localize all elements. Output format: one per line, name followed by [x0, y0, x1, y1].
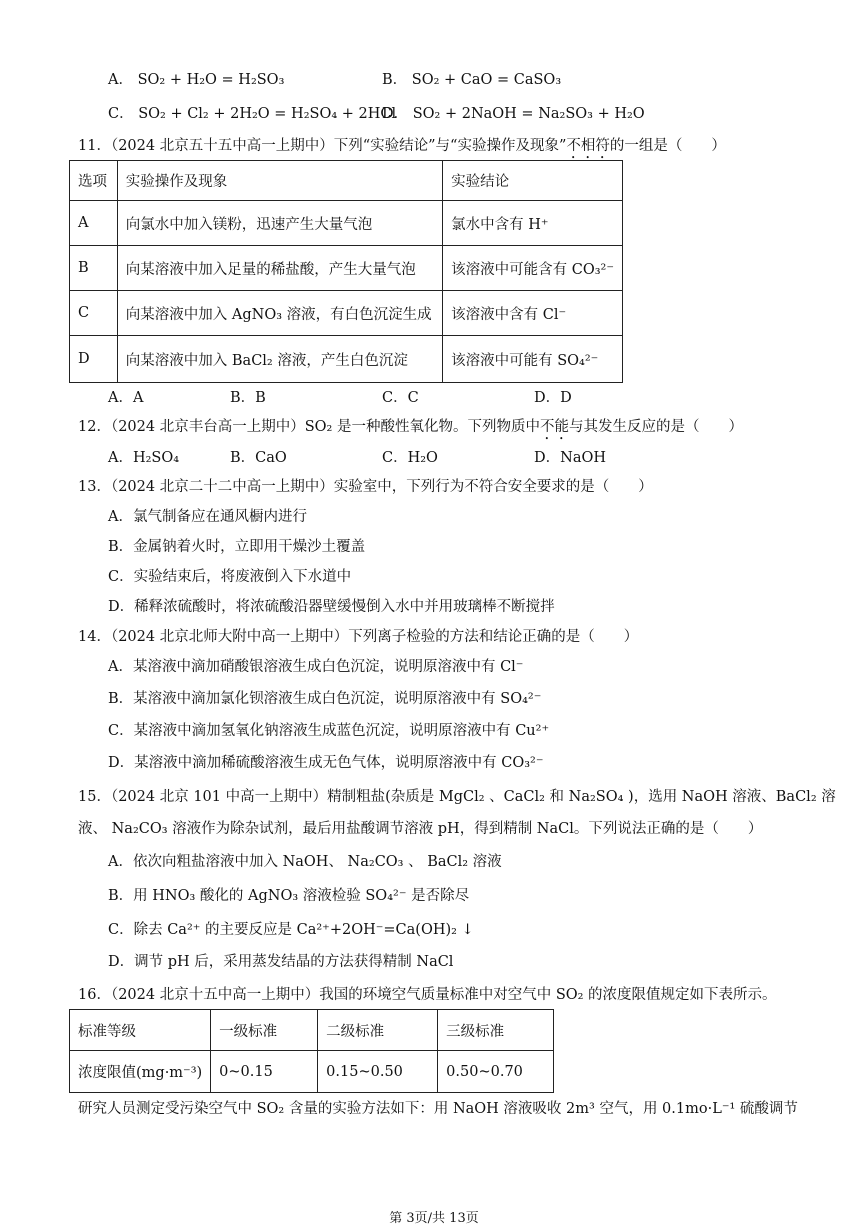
q12-stem-a: 12．（2024 北京丰台高一上期中）SO₂ 是一种酸性氧化物。下列物质中: [78, 419, 540, 435]
q11-row-d-operation: 向某溶液中加入 BaCl₂ 溶液，产生白色沉淀: [117, 336, 442, 383]
q11-stem: [78, 134, 726, 162]
q13-option-a: A．氯气制备应在通风橱内进行: [108, 509, 307, 525]
q16-table: [69, 1009, 554, 1093]
q15-stem-line1: 15．（2024 北京 101 中高一上期中）精制粗盐(杂质是 MgCl₂ 、CaCl₂ 和 Na₂SO₄ )，选用 NaOH 溶液、BaCl₂ 溶: [78, 789, 836, 805]
q11-table: [69, 160, 623, 383]
q11-row-c-conclusion: 该溶液中含有 Cl⁻: [443, 291, 623, 336]
table-row: [70, 246, 623, 291]
page-footer: 第 3页/共 13页: [389, 1211, 479, 1226]
q11-row-c-operation: 向某溶液中加入 AgNO₃ 溶液，有白色沉淀生成: [117, 291, 442, 336]
q13-stem: 13．（2024 北京二十二中高一上期中）实验室中，下列行为不符合安全要求的是（ ）: [78, 479, 653, 495]
q11-row-b-operation: 向某溶液中加入足量的稀盐酸，产生大量气泡: [117, 246, 442, 291]
q11-option-b: B．B: [230, 390, 266, 406]
table-row: [70, 1051, 554, 1093]
q14-option-b: B．某溶液中滴加氯化钡溶液生成白色沉淀，说明原溶液中有 SO₄²⁻: [108, 691, 542, 707]
q12-stem: [78, 415, 743, 443]
q12-option-d: D．NaOH: [534, 450, 606, 466]
q13-option-b: B．金属钠着火时，立即用干燥沙土覆盖: [108, 539, 366, 555]
q16-row-grade3: 0.50~0.70: [438, 1051, 554, 1093]
q16-stem: 16．（2024 北京十五中高一上期中）我国的环境空气质量标准中对空气中 SO₂ 的浓度限值规定如下表所示。: [78, 987, 777, 1003]
q16-header-grade1: 一级标准: [211, 1010, 318, 1051]
q11-row-c-label: C: [70, 291, 118, 336]
q11-table-header-row: [70, 161, 623, 201]
q16-header-grade2: 二级标准: [318, 1010, 438, 1051]
q14-option-d: D．某溶液中滴加稀硫酸溶液生成无色气体，说明原溶液中有 CO₃²⁻: [108, 755, 544, 771]
q12-option-a: A．H₂SO₄: [108, 450, 180, 466]
q13-option-d: D．稀释浓硫酸时，将浓硫酸沿器壁缓慢倒入水中并用玻璃棒不断搅拌: [108, 599, 555, 615]
q11-row-a-operation: 向氯水中加入镁粉，迅速产生大量气泡: [117, 201, 442, 246]
q11-stem-a: 11．（2024 北京五十五中高一上期中）下列“实验结论”与“实验操作及现象”: [78, 138, 567, 154]
table-row: [70, 291, 623, 336]
q11-row-a-label: A: [70, 201, 118, 246]
q15-option-a: A．依次向粗盐溶液中加入 NaOH、 Na₂CO₃ 、 BaCl₂ 溶液: [108, 854, 502, 870]
q16-header-level: 标准等级: [70, 1010, 211, 1051]
q11-row-b-conclusion: 该溶液中可能含有 CO₃²⁻: [443, 246, 623, 291]
q11-option-c: C．C: [382, 390, 419, 406]
q15-stem-line2: 液、 Na₂CO₃ 溶液作为除杂试剂，最后用盐酸调节溶液 pH，得到精制 NaCl。下列说法正确的是（ ）: [78, 821, 763, 837]
q11-row-a-conclusion: 氯水中含有 H⁺: [443, 201, 623, 246]
q11-header-conclusion: 实验结论: [443, 161, 623, 201]
q12-option-c: C．H₂O: [382, 450, 438, 466]
q15-option-d: D．调节 pH 后，采用蒸发结晶的方法获得精制 NaCl: [108, 954, 454, 970]
q11-header-option: 选项: [70, 161, 118, 201]
q15-option-c: C．除去 Ca²⁺ 的主要反应是 Ca²⁺+2OH⁻=Ca(OH)₂ ↓: [108, 922, 474, 938]
q12-stem-b: 与其发生反应的是（ ）: [568, 419, 743, 435]
q14-option-c: C．某溶液中滴加氢氧化钠溶液生成蓝色沉淀，说明原溶液中有 Cu²⁺: [108, 723, 550, 739]
q11-stem-emphasis: 不相符: [566, 138, 610, 154]
q11-row-d-label: D: [70, 336, 118, 383]
q11-row-d-conclusion: 该溶液中可能有 SO₄²⁻: [443, 336, 623, 383]
q11-row-b-label: B: [70, 246, 118, 291]
q11-stem-b: 的一组是（ ）: [609, 138, 726, 154]
q10-option-c: C． SO₂ + Cl₂ + 2H₂O = H₂SO₄ + 2HCl: [108, 106, 397, 122]
q16-row-grade2: 0.15~0.50: [318, 1051, 438, 1093]
q13-option-c: C．实验结束后，将废液倒入下水道中: [108, 569, 352, 585]
q10-option-b: B． SO₂ + CaO = CaSO₃: [382, 72, 562, 88]
q16-tail-text: 研究人员测定受污染空气中 SO₂ 含量的实验方法如下：用 NaOH 溶液吸收 2m³ 空气，用 0.1mo·L⁻¹ 硫酸调节: [78, 1101, 798, 1117]
q16-row-grade1: 0~0.15: [211, 1051, 318, 1093]
table-row: [70, 336, 623, 383]
q12-stem-emphasis: 不能: [539, 419, 569, 435]
q14-stem: 14．（2024 北京北师大附中高一上期中）下列离子检验的方法和结论正确的是（ ）: [78, 629, 639, 645]
q16-table-header-row: [70, 1010, 554, 1051]
table-row: [70, 201, 623, 246]
q12-option-b: B．CaO: [230, 450, 287, 466]
q11-option-d: D．D: [534, 390, 572, 406]
q16-row-label: 浓度限值(mg·m⁻³): [70, 1051, 211, 1093]
q11-option-a: A．A: [108, 390, 144, 406]
q16-header-grade3: 三级标准: [438, 1010, 554, 1051]
q15-option-b: B．用 HNO₃ 酸化的 AgNO₃ 溶液检验 SO₄²⁻ 是否除尽: [108, 888, 470, 904]
q11-header-operation: 实验操作及现象: [117, 161, 442, 201]
q10-option-a: A． SO₂ + H₂O = H₂SO₃: [108, 72, 285, 88]
q14-option-a: A．某溶液中滴加硝酸银溶液生成白色沉淀，说明原溶液中有 Cl⁻: [108, 659, 524, 675]
q10-option-d: D． SO₂ + 2NaOH = Na₂SO₃ + H₂O: [382, 106, 645, 122]
